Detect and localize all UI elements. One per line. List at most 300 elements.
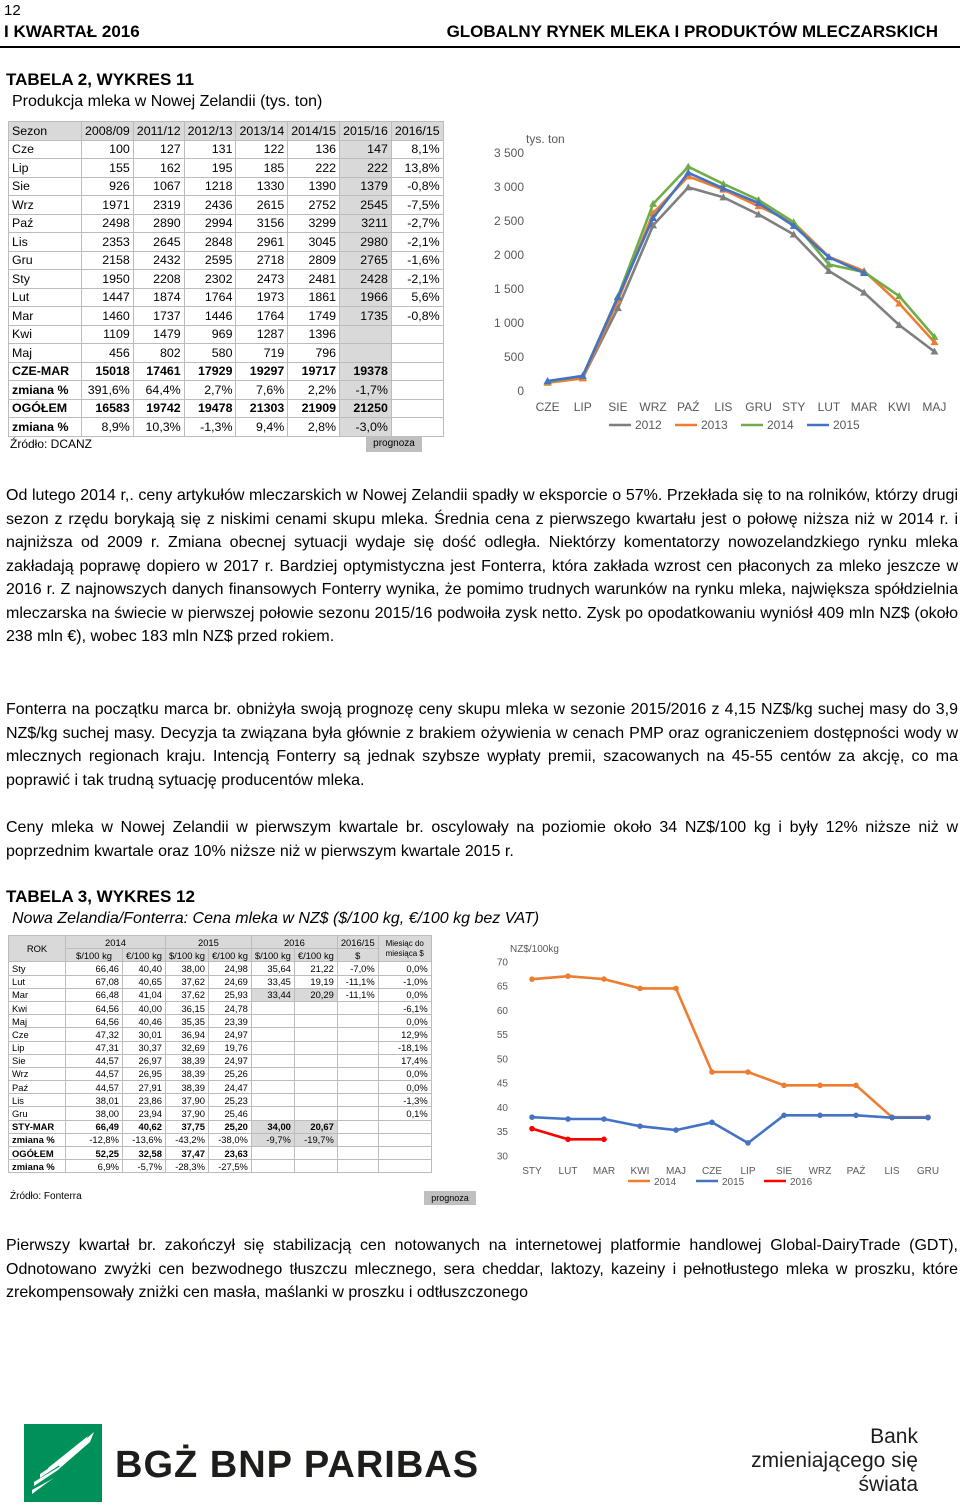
table1-cell: 1737 [133, 307, 184, 326]
table-row [9, 362, 444, 381]
table1-cell: 2752 [288, 196, 340, 215]
table2-cell: 23,86 [123, 1094, 166, 1107]
table2-cell: 38,39 [165, 1081, 208, 1094]
table2-cell: -5,7% [123, 1160, 166, 1173]
table1-cell: 802 [133, 344, 184, 363]
table-row [9, 381, 444, 400]
section1-subtitle: Produkcja mleka w Nowej Zelandii (tys. ton) [12, 93, 323, 110]
table2-cell: 0,1% [378, 1107, 431, 1120]
y-tick-label: 70 [496, 957, 508, 969]
table-row [9, 1067, 432, 1080]
data-point [637, 986, 643, 992]
table2-cell [251, 1067, 294, 1080]
table1-cell [340, 325, 392, 344]
table1-cell: 926 [82, 177, 134, 196]
data-point [853, 1113, 859, 1119]
x-tick-label: CZE [702, 1166, 722, 1177]
table1-cell: 17929 [184, 362, 236, 381]
paragraph-2: Fonterra na początku marca br. obniżyła swoją prognozę ceny skupu mleka w sezonie 2015/2016 z 4,15 NZ$/kg suchej masy do 3,9 NZ$/kg suchej masy. Decyzja ta związana była głównie z brakiem ożywienia w cenach PMP oraz ograniczeniem dostępności wody w mlecznych regionach kraju. Intencją Fonterry są jednak szybsze wypłaty premii, szacowanych na 45-55 centów za akcję, co ma poprawić i tak trudną sytuację producentów mleka. [6, 701, 958, 789]
table1-cell: 19378 [340, 362, 392, 381]
table2-cell: Lut [9, 975, 66, 988]
table1-cell: 2848 [184, 233, 236, 252]
table2-cell [337, 1147, 378, 1160]
table1-cell: 2765 [340, 251, 392, 270]
table1-header-cell: 2011/12 [133, 122, 184, 141]
table2-subheader-cell: $/100 kg [251, 949, 294, 962]
y-tick-label: 40 [496, 1102, 508, 1114]
table2-cell: 33,45 [251, 975, 294, 988]
table2-cell: Maj [9, 1015, 66, 1028]
table2-cell: 6,9% [66, 1160, 123, 1173]
data-point [529, 976, 535, 982]
x-tick-label: LUT [558, 1166, 578, 1177]
table1-cell: 2718 [236, 251, 288, 270]
table-row [9, 177, 444, 196]
table1-cell: 2615 [236, 196, 288, 215]
table2-cell: 24,69 [208, 975, 251, 988]
table-row [9, 1160, 432, 1173]
table2-cell [294, 1028, 337, 1041]
table2-cell: 37,75 [165, 1120, 208, 1133]
data-point [889, 1115, 895, 1121]
data-point [637, 1123, 643, 1129]
table1-cell: 1764 [184, 288, 236, 307]
y-tick-label: 2 500 [493, 214, 524, 228]
table1-cell: 1287 [236, 325, 288, 344]
paragraph-3: Ceny mleka w Nowej Zelandii w pierwszym kwartale br. oscylowały na poziomie około 34 NZ$/100 kg i były 12% niższe niż w poprzednim kwartale oraz 10% niższe niż w pierwszym kwartale 2015 r. [6, 819, 958, 860]
table1-cell: 1379 [340, 177, 392, 196]
table2-cell: 33,44 [251, 988, 294, 1001]
table2-subheader-cell: $ [337, 949, 378, 962]
paragraph-4: Pierwszy kwartał br. zakończył się stabilizacją cen notowanych na internetowej platformie handlowej Global-DairyTrade (GDT), Odnotowano zwyżki cen bezwodnego tłuszczu mlecznego, sera cheddar, laktozy, kazeiny i pełnotłustego mleka w proszku, które zrekompensowały zniżki cen masła, maślanki w proszku i odtłuszczonego [6, 1237, 958, 1301]
table2-cell: 66,48 [66, 988, 123, 1001]
x-tick-label: GRU [745, 400, 772, 414]
table2-cell [251, 1160, 294, 1173]
table1-cell: 1109 [82, 325, 134, 344]
table2-cell: 21,22 [294, 962, 337, 975]
x-tick-label: KWI [630, 1166, 650, 1177]
table1-forecast-label: prognoza [366, 436, 422, 452]
table-row [9, 288, 444, 307]
data-point [565, 1116, 571, 1122]
data-point [673, 986, 679, 992]
table2-cell: 24,97 [208, 1054, 251, 1067]
data-point [925, 1115, 931, 1121]
table2-subheader-cell: $/100 kg [66, 949, 123, 962]
table-row [9, 1001, 432, 1014]
table2-cell: 47,31 [66, 1041, 123, 1054]
table2-cell: -13,6% [123, 1133, 166, 1146]
table1-cell: 10,3% [133, 418, 184, 437]
table2-cell [294, 1015, 337, 1028]
table1-cell: 1446 [184, 307, 236, 326]
table1-cell: Paź [9, 214, 82, 233]
table1-cell: 1874 [133, 288, 184, 307]
table2-header-cell: 2015 [165, 936, 251, 949]
data-point [709, 1069, 715, 1075]
table2-cell: 19,76 [208, 1041, 251, 1054]
table2-cell: 52,25 [66, 1147, 123, 1160]
table2-cell [294, 1107, 337, 1120]
data-point [781, 1083, 787, 1089]
table1-cell: 122 [236, 140, 288, 159]
table2-header-cell: Miesiąc do miesiąca $ [378, 936, 431, 962]
table-row [9, 1041, 432, 1054]
table2-cell: 24,98 [208, 962, 251, 975]
x-tick-label: STY [522, 1166, 542, 1177]
table2-cell [294, 1094, 337, 1107]
table2-cell [294, 1067, 337, 1080]
section2-subtitle: Nowa Zelandia/Fonterra: Cena mleka w NZ$ ($/100 kg, €/100 kg bez VAT) [12, 910, 540, 927]
series-line-2012 [548, 187, 935, 382]
table2-cell: -1,3% [378, 1094, 431, 1107]
table1-cell: OGÓŁEM [9, 399, 82, 418]
table2-cell: -18,1% [378, 1041, 431, 1054]
table2-cell: -19,7% [294, 1133, 337, 1146]
table1-cell: 2319 [133, 196, 184, 215]
y-tick-label: 1 000 [493, 316, 524, 330]
table1-cell: 131 [184, 140, 236, 159]
table1-cell: 2,7% [184, 381, 236, 400]
table1-cell: 185 [236, 159, 288, 178]
table1-cell: -1,7% [340, 381, 392, 400]
table2-cell [378, 1147, 431, 1160]
table2-cell: Sty [9, 962, 66, 975]
table2-cell: Lip [9, 1041, 66, 1054]
table1-cell: 100 [82, 140, 134, 159]
table1-cell: 1460 [82, 307, 134, 326]
table2-header-cell: ROK [9, 936, 66, 962]
table1-cell: 1973 [236, 288, 288, 307]
table1-cell: 195 [184, 159, 236, 178]
table2-cell [337, 1041, 378, 1054]
x-tick-label: CZE [535, 400, 560, 414]
table2-cell: Gru [9, 1107, 66, 1120]
table2-cell: 25,26 [208, 1067, 251, 1080]
table1-cell: 2158 [82, 251, 134, 270]
data-point [781, 1113, 787, 1119]
x-tick-label: PAŹ [677, 400, 700, 414]
table1-cell: 391,6% [82, 381, 134, 400]
table1-cell: 127 [133, 140, 184, 159]
data-point [601, 976, 607, 982]
table1-cell: 2473 [236, 270, 288, 289]
table2-cell [251, 1001, 294, 1014]
table2-cell: 37,62 [165, 975, 208, 988]
table2-forecast-label: prognoza [424, 1191, 476, 1205]
table1-cell: 3156 [236, 214, 288, 233]
table2-cell: 47,32 [66, 1028, 123, 1041]
table1-cell: 580 [184, 344, 236, 363]
table1-cell: 2428 [340, 270, 392, 289]
table2-cell: Kwi [9, 1001, 66, 1014]
x-tick-label: LIS [714, 400, 733, 414]
table2-source: Źródło: Fonterra [10, 1191, 82, 1202]
table2-cell [337, 1028, 378, 1041]
table2-cell [294, 1081, 337, 1094]
tagline-line-1: Bank [870, 1425, 918, 1448]
legend-label: 2015 [722, 1177, 745, 1188]
table1-cell: -1,3% [184, 418, 236, 437]
table-row [9, 1054, 432, 1067]
table2-cell: 24,97 [208, 1028, 251, 1041]
table2-cell: 19,19 [294, 975, 337, 988]
table1-cell: 222 [288, 159, 340, 178]
tagline-line-3: świata [858, 1473, 918, 1496]
table1-cell: 1067 [133, 177, 184, 196]
table-row [9, 325, 444, 344]
table1-cell: Lut [9, 288, 82, 307]
table2-header-cell: 2014 [66, 936, 166, 949]
table1-cell: -7,5% [391, 196, 443, 215]
table1-cell: -2,1% [391, 233, 443, 252]
tagline-line-2: zmieniającego się [751, 1449, 918, 1472]
x-tick-label: GRU [916, 1166, 940, 1177]
table2-cell [337, 1120, 378, 1133]
table2-cell [251, 1015, 294, 1028]
table1-cell: 3045 [288, 233, 340, 252]
table-row [9, 418, 444, 437]
bank-tagline [688, 1425, 918, 1497]
table2-cell: 64,56 [66, 1001, 123, 1014]
table1-cell: 1735 [340, 307, 392, 326]
table2-cell: 0,0% [378, 962, 431, 975]
table2-cell: 36,94 [165, 1028, 208, 1041]
table1-header-cell: 2015/16 [340, 122, 392, 141]
table2-cell: 35,35 [165, 1015, 208, 1028]
data-point [745, 1069, 751, 1075]
table1-cell: 13,8% [391, 159, 443, 178]
table2-cell: 37,47 [165, 1147, 208, 1160]
x-tick-label: MAR [592, 1166, 616, 1177]
table2-cell [294, 1041, 337, 1054]
table2-cell: Paź [9, 1081, 66, 1094]
table1-header-cell: 2013/14 [236, 122, 288, 141]
table1-cell: 19297 [236, 362, 288, 381]
table2-cell: 64,56 [66, 1015, 123, 1028]
table2-cell: 37,90 [165, 1107, 208, 1120]
table2-cell: 38,39 [165, 1067, 208, 1080]
table2-cell [251, 1081, 294, 1094]
y-tick-label: 3 000 [493, 180, 524, 194]
table1-cell: 136 [288, 140, 340, 159]
table2-cell: 38,00 [165, 962, 208, 975]
table1-cell: 2595 [184, 251, 236, 270]
table2-cell: Wrz [9, 1067, 66, 1080]
table2-cell: 24,47 [208, 1081, 251, 1094]
table2-cell: OGÓŁEM [9, 1147, 66, 1160]
table1-cell [391, 399, 443, 418]
table2-cell [378, 1133, 431, 1146]
y-tick-label: 500 [503, 350, 524, 364]
table-row [9, 1133, 432, 1146]
table2-cell: 26,97 [123, 1054, 166, 1067]
table2-cell [337, 1133, 378, 1146]
table2-cell [337, 1160, 378, 1173]
table1-cell [391, 381, 443, 400]
table1-cell: 3299 [288, 214, 340, 233]
table2-cell: 40,46 [123, 1015, 166, 1028]
table2-cell: 32,69 [165, 1041, 208, 1054]
table2-cell: Cze [9, 1028, 66, 1041]
x-tick-label: STY [782, 400, 806, 414]
table2-cell: 30,37 [123, 1041, 166, 1054]
series-line-2014 [532, 976, 928, 1117]
table1-cell: zmiana % [9, 381, 82, 400]
table2-cell: 25,46 [208, 1107, 251, 1120]
section1-title: TABELA 2, WYKRES 11 [6, 70, 194, 89]
table1-cell: 2980 [340, 233, 392, 252]
table2-cell: -28,3% [165, 1160, 208, 1173]
table1-cell [391, 418, 443, 437]
table2-cell: 0,0% [378, 1067, 431, 1080]
table1-cell: 21909 [288, 399, 340, 418]
table2-cell: 12,9% [378, 1028, 431, 1041]
table1-header-cell: 2014/15 [288, 122, 340, 141]
legend-label: 2014 [767, 418, 794, 432]
table2-cell: 41,04 [123, 988, 166, 1001]
page-number: 12 [4, 2, 21, 19]
legend-label: 2012 [635, 418, 662, 432]
table1-cell: 2,8% [288, 418, 340, 437]
x-tick-label: KWI [887, 400, 911, 414]
x-tick-label: MAJ [666, 1166, 686, 1177]
table2-cell: 20,67 [294, 1120, 337, 1133]
table1-cell: 2353 [82, 233, 134, 252]
x-tick-label: SIE [775, 1166, 793, 1177]
table1-cell: 1390 [288, 177, 340, 196]
header-divider [0, 46, 960, 48]
data-point [565, 973, 571, 979]
table1-cell: 2498 [82, 214, 134, 233]
paragraph-1: Od lutego 2014 r,. ceny artykułów mleczarskich w Nowej Zelandii spadły w eksporcie o 57%. Przekłada się to na rolników, którzy drugi sezon z rzędu borykają się z niskimi cenami skupu mleka. Średnia cena z pierwszego kwartału jest o połowę niższa niż w 2014 r. i najniższa od 2009 r. Zmiana obecnej sytuacji wydaje się dość odległa. Niektórzy komentatorzy nowozelandzkiego rynku mleka zakładają poprawę dopiero w 2017 r. Bardziej optymistyczna jest Fonterra, która zakłada wzrost cen płaconych za mleko jeszcze w 2016 r. Z najnowszych danych finansowych Fonterry wynika, że pomimo trudnych warunków na rynku mleka, największa spółdzielnia mleczarska na świecie w pierwszej połowie sezonu 2015/16 podwoiła zysk netto. Zysk po opodatkowaniu wyniósł 409 mln NZ$ (około 238 mln €), wobec 183 mln NZ$ przed rokiem. [6, 487, 958, 645]
table-row [9, 975, 432, 988]
table1-cell: 2481 [288, 270, 340, 289]
series-line-2015 [548, 173, 865, 381]
table1-cell: Cze [9, 140, 82, 159]
table2-cell [337, 1067, 378, 1080]
table2-cell: 38,00 [66, 1107, 123, 1120]
bank-name-logo: BGŻ BNP PARIBAS [115, 1444, 480, 1486]
table-row [9, 251, 444, 270]
table2-cell: 38,01 [66, 1094, 123, 1107]
table1-cell: -2,1% [391, 270, 443, 289]
x-tick-label: WRZ [639, 400, 667, 414]
table-row [9, 1015, 432, 1028]
table-row [9, 1120, 432, 1133]
fonterra-price-table [8, 935, 432, 1173]
y-tick-label: 60 [496, 1005, 508, 1017]
table2-cell: 17,4% [378, 1054, 431, 1067]
table2-cell: -9,7% [251, 1133, 294, 1146]
table1-source: Źródło: DCANZ [10, 437, 93, 451]
table2-cell: zmiana % [9, 1160, 66, 1173]
y-tick-label: 1 500 [493, 282, 524, 296]
table2-cell: Lis [9, 1094, 66, 1107]
legend-label: 2014 [654, 1177, 677, 1188]
section2-title: TABELA 3, WYKRES 12 [6, 887, 195, 906]
table-row [9, 1107, 432, 1120]
table-row [9, 988, 432, 1001]
table2-cell: 27,91 [123, 1081, 166, 1094]
table1-cell [391, 362, 443, 381]
table2-cell [337, 1001, 378, 1014]
table2-cell: 66,49 [66, 1120, 123, 1133]
data-point [684, 163, 692, 170]
data-point [817, 1083, 823, 1089]
table2-cell: 44,57 [66, 1054, 123, 1067]
table2-cell: 40,40 [123, 962, 166, 975]
table1-cell: 2994 [184, 214, 236, 233]
x-tick-label: LUT [817, 400, 841, 414]
table1-cell: 1971 [82, 196, 134, 215]
table2-cell: 40,65 [123, 975, 166, 988]
table1-cell: 2436 [184, 196, 236, 215]
table1-cell: 969 [184, 325, 236, 344]
table2-cell: -43,2% [165, 1133, 208, 1146]
table2-cell [251, 1041, 294, 1054]
table1-cell: 19478 [184, 399, 236, 418]
table1-cell: 1950 [82, 270, 134, 289]
table-row [9, 962, 432, 975]
table1-cell [340, 344, 392, 363]
table1-cell: 21250 [340, 399, 392, 418]
y-tick-label: 45 [496, 1078, 508, 1090]
table1-cell: 19717 [288, 362, 340, 381]
y-tick-label: 3 500 [493, 146, 524, 160]
table1-cell: Gru [9, 251, 82, 270]
table1-cell: 2809 [288, 251, 340, 270]
table2-cell [378, 1120, 431, 1133]
table-row [9, 196, 444, 215]
table1-header-cell: 2016/15 [391, 122, 443, 141]
table2-cell [294, 1054, 337, 1067]
table1-cell: 2302 [184, 270, 236, 289]
table2-subheader-cell: €/100 kg [123, 949, 166, 962]
x-tick-label: LIS [884, 1166, 900, 1177]
table1-cell: -2,7% [391, 214, 443, 233]
table2-cell: -1,0% [378, 975, 431, 988]
table2-header-cell: 2016 [251, 936, 337, 949]
table1-cell: 21303 [236, 399, 288, 418]
table1-cell [391, 325, 443, 344]
table1-cell: 1218 [184, 177, 236, 196]
table1-cell: Sie [9, 177, 82, 196]
y-tick-label: 30 [496, 1151, 508, 1163]
table1-cell: Mar [9, 307, 82, 326]
table1-cell: 155 [82, 159, 134, 178]
table2-cell [337, 1054, 378, 1067]
table2-cell: 0,0% [378, 988, 431, 1001]
table2-cell [337, 1081, 378, 1094]
table2-cell: -12,8% [66, 1133, 123, 1146]
table1-cell: 1966 [340, 288, 392, 307]
table1-cell: 1396 [288, 325, 340, 344]
table1-cell: 2645 [133, 233, 184, 252]
data-point [745, 1140, 751, 1146]
table2-cell [378, 1160, 431, 1173]
table1-cell: 8,9% [82, 418, 134, 437]
table2-cell: Mar [9, 988, 66, 1001]
table-row [9, 399, 444, 418]
x-tick-label: SIE [608, 400, 628, 414]
table-row [9, 344, 444, 363]
table2-cell: 23,63 [208, 1147, 251, 1160]
table1-cell: 2961 [236, 233, 288, 252]
table2-header-cell: 2016/15 [337, 936, 378, 949]
table2-cell: 34,00 [251, 1120, 294, 1133]
y-axis-unit-label: NZ$/100kg [510, 944, 559, 955]
